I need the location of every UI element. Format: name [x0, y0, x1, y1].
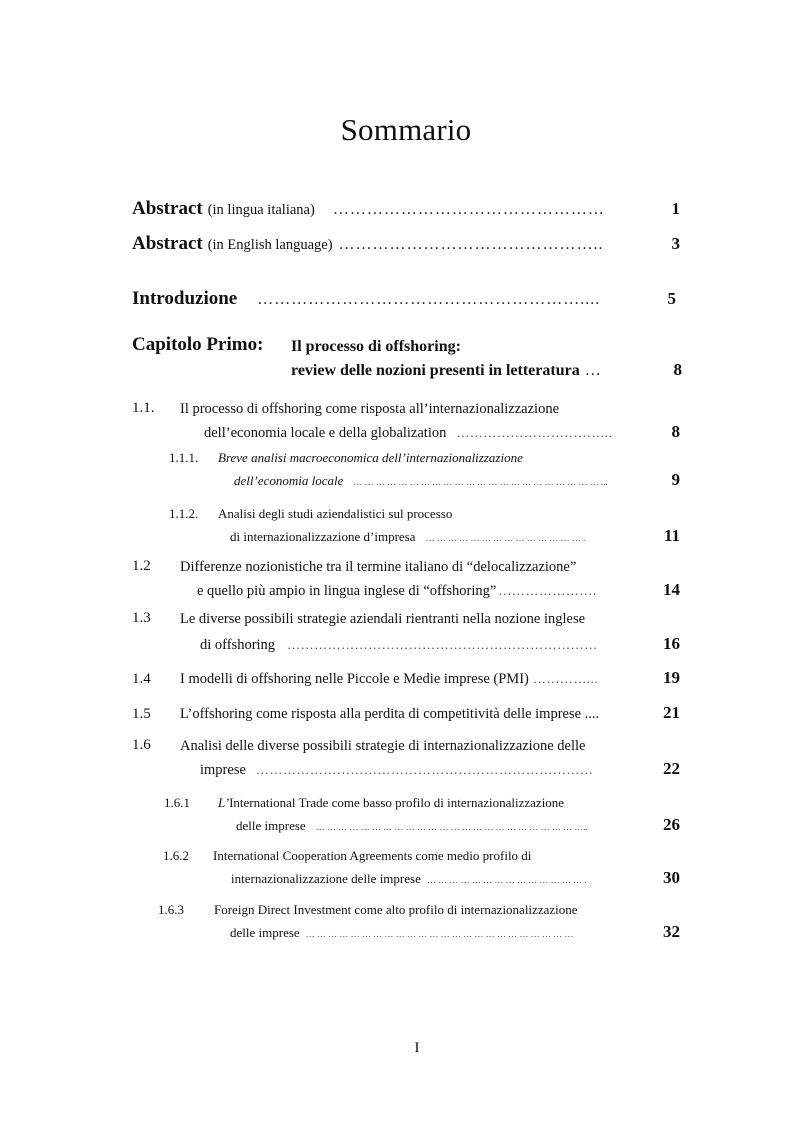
toc-entry-1-1-2[interactable] [169, 506, 680, 546]
section-number: 1.6 [132, 737, 151, 753]
toc-entry-1-5[interactable] [132, 703, 680, 723]
toc-entry-abstract-it[interactable] [132, 198, 680, 220]
dot-leader: … … … … … … … … … … … … … … … … … … … … … … ... [353, 477, 608, 487]
page-number: 21 [663, 703, 680, 722]
section-number: 1.1. [132, 400, 155, 416]
dot-leader: ………………………………………………………………… [255, 762, 594, 777]
dot-leader: …………………………….. [456, 425, 613, 440]
section-title-line2: di internazionalizzazione d’impresa [230, 529, 416, 544]
section-title-line2: delle imprese [236, 818, 306, 833]
section-number: 1.5 [132, 706, 151, 722]
section-title-line2: dell’economia locale e della globalization [204, 425, 447, 441]
section-title-line1: International Cooperation Agreements come medio profilo di [213, 848, 532, 863]
toc-entry-1-6-1[interactable] [164, 795, 680, 835]
dot-leader: …………………………………………………………… [287, 637, 598, 652]
section-title-line1: Le diverse possibili strategie aziendali rientranti nella nozione inglese [180, 611, 586, 627]
section-title-line2: dell’economia locale [234, 473, 344, 488]
chapter-label: Capitolo Primo: [132, 334, 264, 355]
toc-entry-1-3[interactable] [132, 610, 680, 654]
page-number: 16 [663, 634, 680, 653]
section-number: 1.6.3 [158, 902, 184, 917]
page-number: 1 [671, 199, 680, 218]
section-number: 1.1.2. [169, 506, 199, 521]
section-title-line2: di offshoring [200, 637, 276, 653]
section-number: 1.6.1 [164, 795, 190, 810]
page-number: 30 [663, 868, 680, 887]
toc-entry-1-6-3[interactable] [158, 902, 680, 942]
chapter-title-line2: review delle nozioni presenti in letteratura [291, 362, 580, 379]
section-number: 1.4 [132, 671, 151, 687]
page-footer-number: I [414, 1040, 420, 1056]
dot-leader: … … … … … … … … … … … … … … … … … … … … … … … ….. [315, 822, 588, 832]
section-number: 1.6.2 [163, 848, 189, 863]
dot-leader: … … … … … … … … … … … … … … . [425, 533, 586, 543]
dot-leader: … [584, 362, 601, 379]
entry-label: Abstract [132, 198, 203, 219]
dot-leader: ………………………………………… [332, 201, 605, 218]
dot-leader: ………………………………………………….... [257, 291, 601, 308]
dot-leader: ……………………………………….. [338, 236, 604, 253]
page-number: 8 [673, 360, 682, 379]
entry-sublabel: (in lingua italiana) [207, 202, 315, 218]
page-number: 9 [671, 470, 680, 489]
page-title: Sommario [340, 112, 472, 147]
page-number: 32 [663, 922, 680, 941]
toc-entry-1-1[interactable] [132, 400, 680, 444]
toc-entry-1-6[interactable] [132, 737, 680, 781]
section-title-line1: International Trade come basso profilo di internazionalizzazione [229, 795, 565, 810]
toc-entry-capitolo-primo[interactable] [132, 334, 682, 384]
dot-leader: …………... [532, 671, 599, 686]
entry-sublabel: (in English language) [207, 237, 333, 253]
section-title: L’offshoring come risposta alla perdita di competitività delle imprese .... [180, 706, 600, 722]
toc-entry-abstract-en[interactable] [132, 233, 680, 255]
dot-leader: … … … … … … … … … … … … … … … … … … … … … … … … [305, 929, 574, 939]
section-title-line2: internazionalizzazione delle imprese [231, 871, 421, 886]
page-number: 5 [667, 289, 676, 308]
section-title-line1: Analisi degli studi aziendalistici sul processo [218, 506, 453, 521]
section-title-line1: Foreign Direct Investment come alto profilo di internazionalizzazione [214, 902, 578, 917]
dot-leader: …………………. [498, 583, 597, 598]
chapter-title-line1: Il processo di offshoring: [291, 338, 461, 355]
page-number: 22 [663, 759, 680, 778]
page-number: 3 [671, 234, 680, 253]
section-title-line1: Breve analisi macroeconomica dell’internazionalizzazione [218, 450, 523, 465]
section-title-line2: e quello più ampio in lingua inglese di “offshoring” [197, 583, 497, 599]
toc-entry-1-1-1[interactable] [169, 450, 680, 490]
page-number: 11 [663, 526, 680, 545]
toc-entry-1-2[interactable] [132, 558, 680, 602]
section-title-line1: Differenze nozionistiche tra il termine italiano di “delocalizzazione” [180, 559, 577, 575]
page-number: 19 [663, 668, 680, 687]
toc-entry-1-6-2[interactable] [163, 848, 680, 888]
section-number: 1.3 [132, 610, 151, 626]
toc-entry-introduzione[interactable] [132, 288, 676, 310]
page-number: 26 [663, 815, 680, 834]
section-title: I modelli di offshoring nelle Piccole e Medie imprese (PMI) [180, 671, 529, 687]
toc-entry-1-4[interactable] [132, 668, 680, 688]
section-title-line2: imprese [200, 762, 246, 778]
section-title-line1: Analisi delle diverse possibili strategie di internazionalizzazione delle [180, 738, 586, 754]
page-number: 8 [671, 422, 680, 441]
dot-leader: … … … … … … … … … … … … … … . [426, 875, 587, 885]
entry-label: Introduzione [132, 288, 238, 309]
section-number: 1.1.1. [169, 450, 199, 465]
entry-label: Abstract [132, 233, 203, 254]
section-title-line2: delle imprese [230, 925, 300, 940]
section-title-prefix: L’ [218, 795, 230, 810]
section-title-line1: Il processo di offshoring come risposta all’internazionalizzazione [180, 401, 560, 417]
section-number: 1.2 [132, 558, 151, 574]
page-number: 14 [663, 580, 680, 599]
